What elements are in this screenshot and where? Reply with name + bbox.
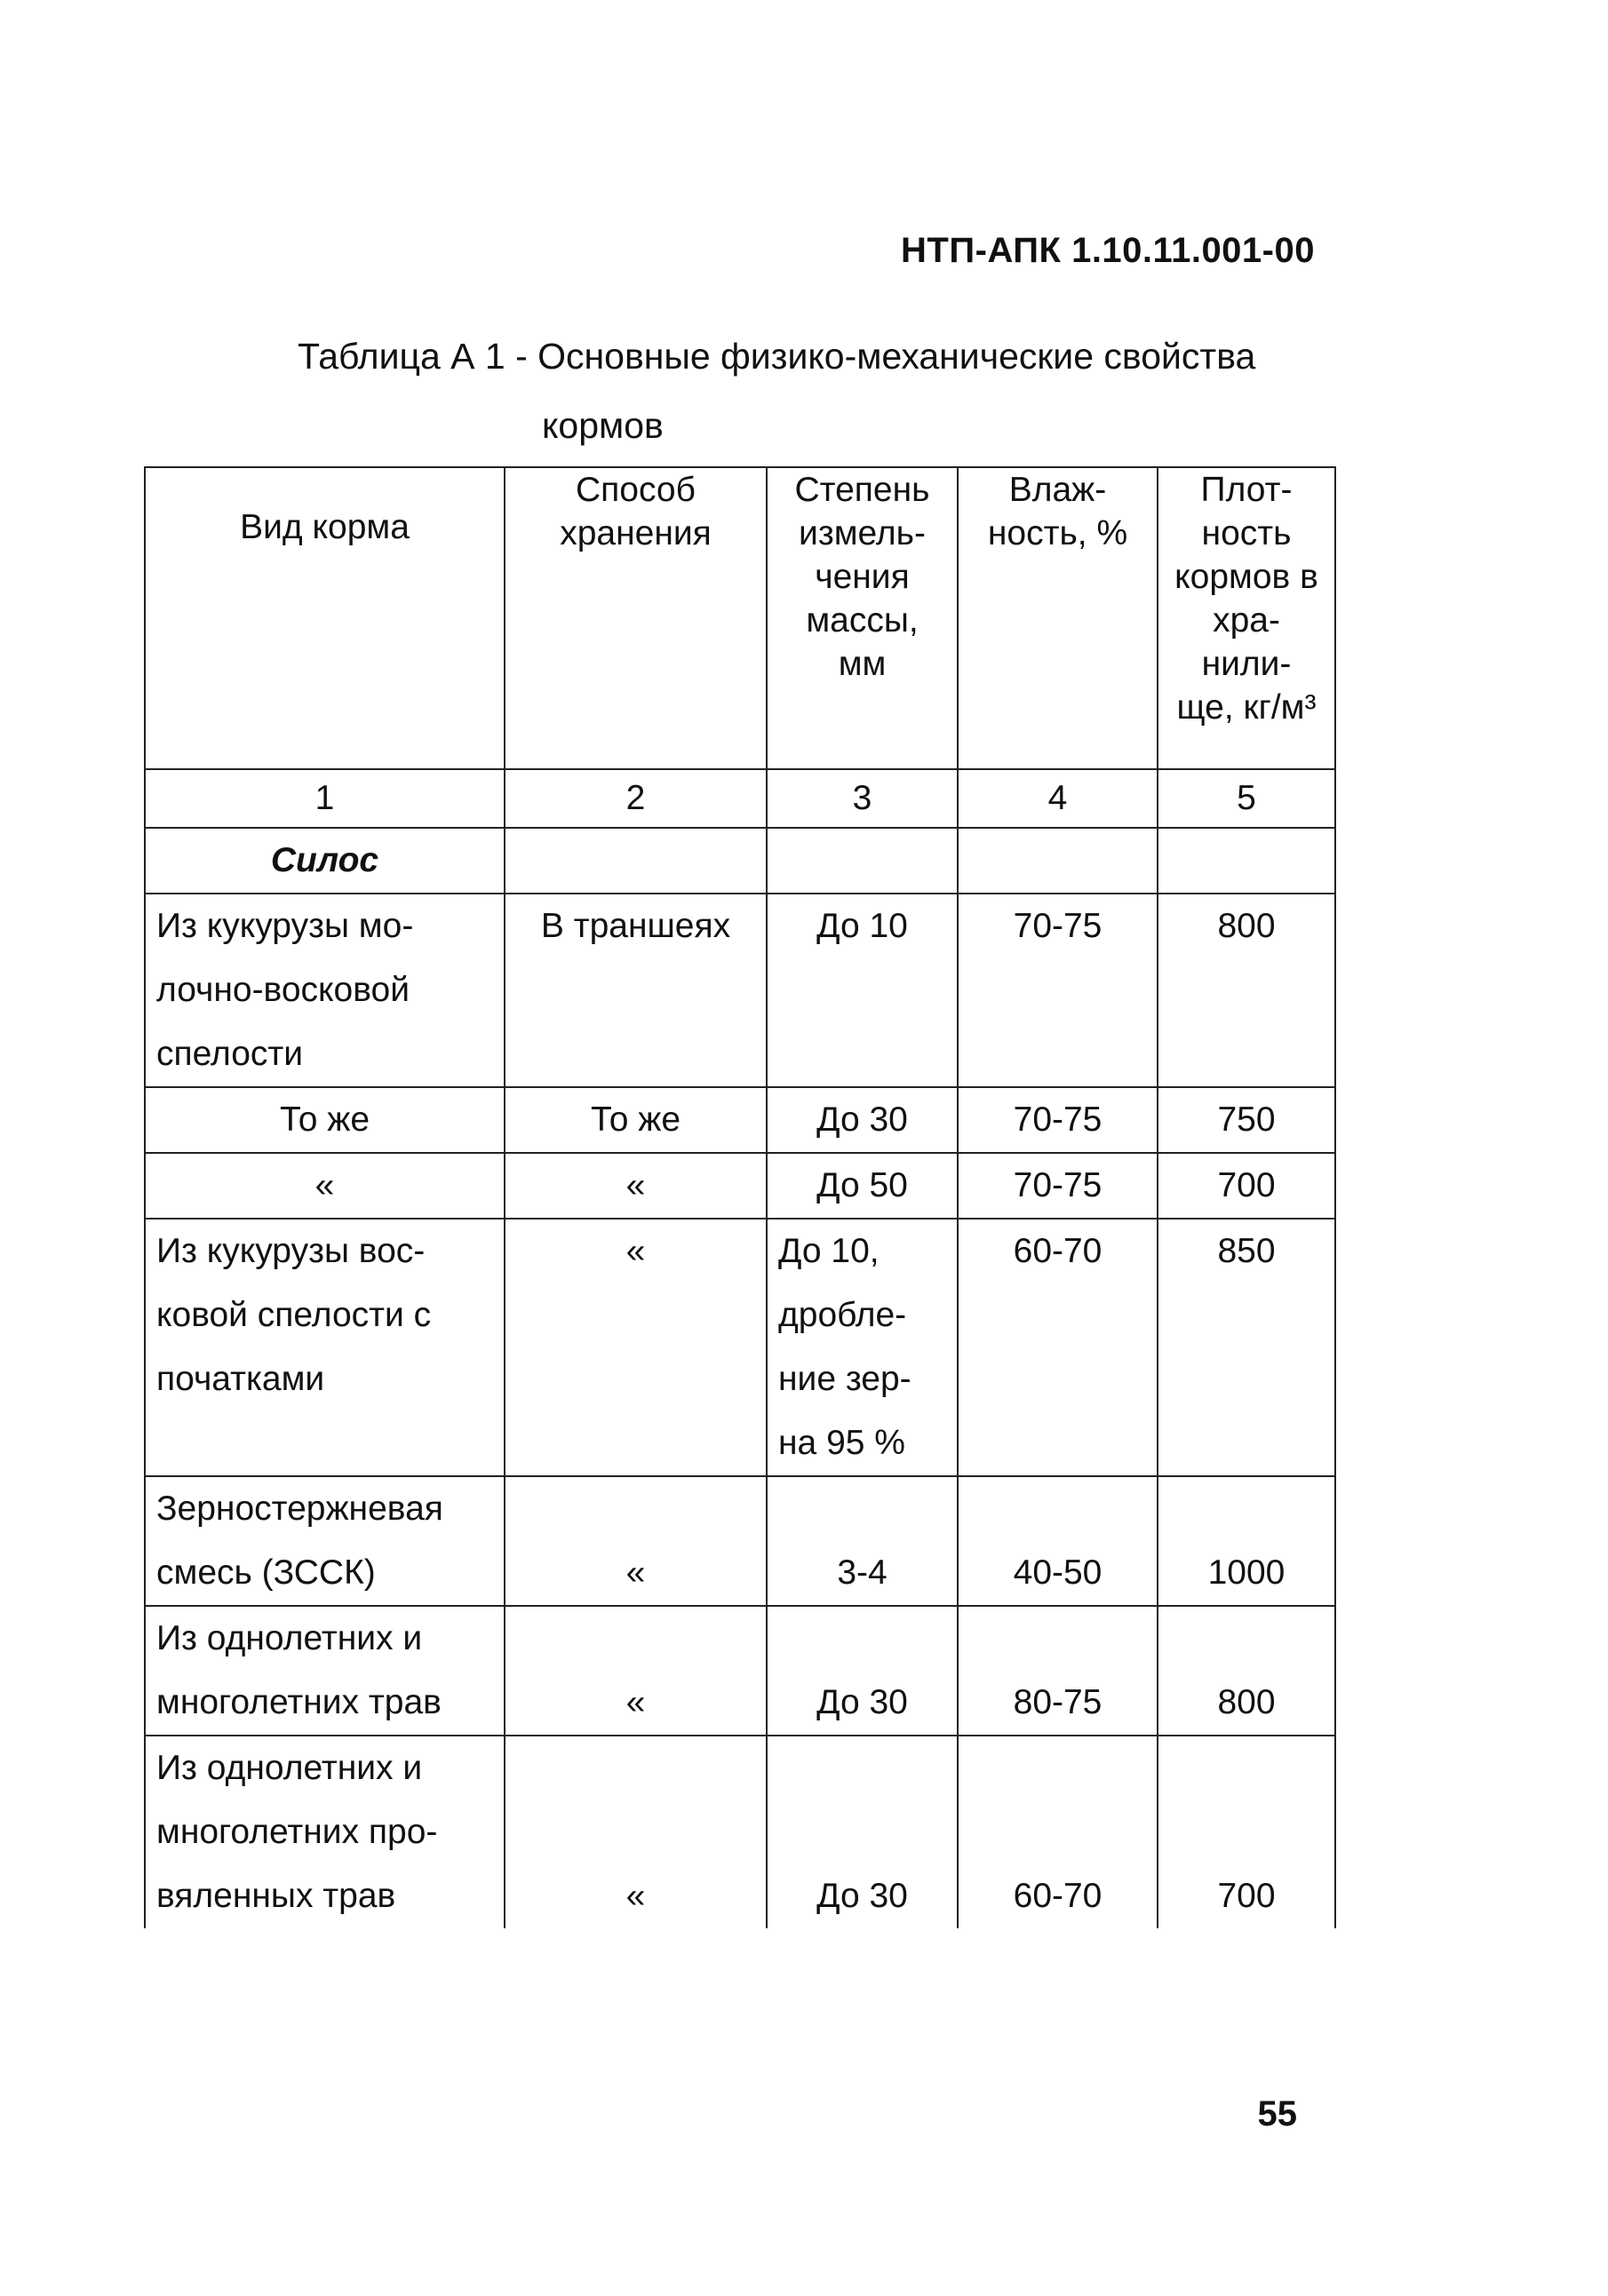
cell-particle: 3-4 bbox=[767, 1476, 958, 1606]
cell-particle: До 30 bbox=[767, 1606, 958, 1736]
header-feed-type: Вид корма bbox=[145, 467, 505, 769]
table-row bbox=[145, 1736, 1335, 1928]
cell-feed-type: « bbox=[145, 1153, 505, 1219]
section-title: Силос bbox=[145, 828, 505, 894]
table-row bbox=[145, 1606, 1335, 1736]
cell-feed-type: Из кукурузы вос- ковой спелости с початками bbox=[145, 1219, 505, 1476]
cell-feed-type: Из однолетних и многолетних трав bbox=[145, 1606, 505, 1736]
cell-storage: « bbox=[505, 1736, 767, 1928]
header-row bbox=[145, 467, 1335, 769]
cell-feed-type: Зерностержневая смесь (ЗССК) bbox=[145, 1476, 505, 1606]
cell-storage: « bbox=[505, 1153, 767, 1219]
header-density: Плот- ность кормов в хра- нили- ще, кг/м³ bbox=[1158, 467, 1335, 769]
document-code: НТП-АПК 1.10.11.001-00 bbox=[901, 231, 1315, 270]
cell-storage: То же bbox=[505, 1087, 767, 1153]
table-caption-continued: кормов bbox=[542, 405, 664, 446]
header-particle-size: Степень измель- чения массы, мм bbox=[767, 467, 958, 769]
table-caption: Таблица А 1 - Основные физико-механические свойства bbox=[298, 336, 1256, 377]
cell-density: 800 bbox=[1158, 894, 1335, 1087]
cell-storage: В траншеях bbox=[505, 894, 767, 1087]
column-number: 1 bbox=[145, 769, 505, 828]
table-row bbox=[145, 1087, 1335, 1153]
cell-moisture: 80-75 bbox=[958, 1606, 1158, 1736]
cell-moisture: 70-75 bbox=[958, 1087, 1158, 1153]
header-moisture: Влаж- ность, % bbox=[958, 467, 1158, 769]
table-row bbox=[145, 894, 1335, 1087]
cell-storage: « bbox=[505, 1219, 767, 1476]
cell-moisture: 70-75 bbox=[958, 894, 1158, 1087]
cell-storage: « bbox=[505, 1476, 767, 1606]
cell-particle: До 10 bbox=[767, 894, 958, 1087]
column-number: 5 bbox=[1158, 769, 1335, 828]
cell-particle: До 50 bbox=[767, 1153, 958, 1219]
column-number: 3 bbox=[767, 769, 958, 828]
cell-feed-type: Из кукурузы мо- лочно-восковой спелости bbox=[145, 894, 505, 1087]
column-number: 4 bbox=[958, 769, 1158, 828]
table-row bbox=[145, 1219, 1335, 1476]
table-row bbox=[145, 1153, 1335, 1219]
feed-properties-table bbox=[144, 466, 1336, 1928]
cell-density: 1000 bbox=[1158, 1476, 1335, 1606]
cell-moisture: 70-75 bbox=[958, 1153, 1158, 1219]
table-row bbox=[145, 1476, 1335, 1606]
cell-density: 700 bbox=[1158, 1736, 1335, 1928]
cell-density: 700 bbox=[1158, 1153, 1335, 1219]
cell-particle: До 30 bbox=[767, 1087, 958, 1153]
cell-storage: « bbox=[505, 1606, 767, 1736]
cell-feed-type: То же bbox=[145, 1087, 505, 1153]
page-number: 55 bbox=[1257, 2094, 1297, 2133]
cell-moisture: 40-50 bbox=[958, 1476, 1158, 1606]
cell-particle: До 10, дробле- ние зер- на 95 % bbox=[767, 1219, 958, 1476]
section-row bbox=[145, 828, 1335, 894]
cell-feed-type: Из однолетних и многолетних про- вяленных трав bbox=[145, 1736, 505, 1928]
cell-moisture: 60-70 bbox=[958, 1736, 1158, 1928]
header-storage-method: Способ хранения bbox=[505, 467, 767, 769]
column-number-row bbox=[145, 769, 1335, 828]
cell-density: 850 bbox=[1158, 1219, 1335, 1476]
column-number: 2 bbox=[505, 769, 767, 828]
cell-density: 750 bbox=[1158, 1087, 1335, 1153]
cell-density: 800 bbox=[1158, 1606, 1335, 1736]
cell-moisture: 60-70 bbox=[958, 1219, 1158, 1476]
cell-particle: До 30 bbox=[767, 1736, 958, 1928]
